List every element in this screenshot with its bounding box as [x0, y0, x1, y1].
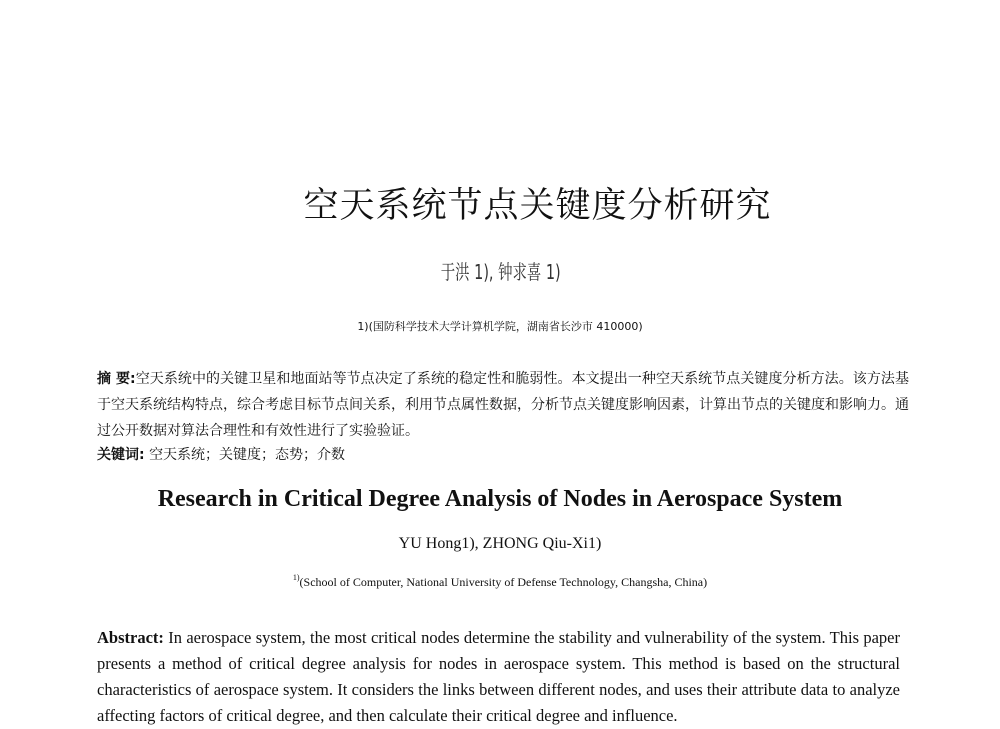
abstract-en: [97, 625, 900, 729]
abstract-cn-text: 空天系统中的关键卫星和地面站等节点决定了系统的稳定性和脆弱性。本文提出一种空天系统节点关键度分析方法。该方法基于空天系统结构特点，综合考虑目标节点间关系，利用节点属性数据，分析节点关键度影响因素，计算出节点的关键度和影响力。通过公开数据对算法合理性和有效性进行了实验验证。: [97, 371, 909, 439]
keywords-cn-label: 关键词:: [97, 447, 145, 463]
paper-title-cn: 空天系统节点关键度分析研究: [303, 186, 772, 226]
abstract-cn: [97, 366, 909, 444]
keywords-cn: [97, 445, 909, 465]
affiliation-en-text: (School of Computer, National University of Defense Technology, Changsha, China): [299, 575, 708, 589]
authors-en: YU Hong1), ZHONG Qiu-Xi1): [398, 535, 602, 552]
affiliation-cn: 1)(国防科学技术大学计算机学院，湖南省长沙市 410000): [357, 320, 643, 333]
abstract-en-text: In aerospace system, the most critical nodes determine the stability and vulnerability of the system. This paper presents a method of critical degree analysis for nodes in aerospace system. This method is based on the structural characteristics of aerospace system. It considers the links between different nodes, and uses their attribute data to analyze affecting factors of critical degree, and then calculate their critical degree and influence.: [97, 628, 900, 725]
keywords-cn-text: 空天系统；关键度；态势；介数: [149, 447, 346, 463]
affiliation-en: [0, 573, 1000, 590]
abstract-cn-label: 摘 要:: [97, 371, 136, 387]
paper-title-en: Research in Critical Degree Analysis of Nodes in Aerospace System: [157, 486, 843, 512]
abstract-en-label: Abstract:: [97, 628, 164, 647]
affiliation-en-marker: 1): [292, 573, 300, 582]
authors-cn: 于洪 1), 钟求喜 1): [440, 260, 561, 284]
